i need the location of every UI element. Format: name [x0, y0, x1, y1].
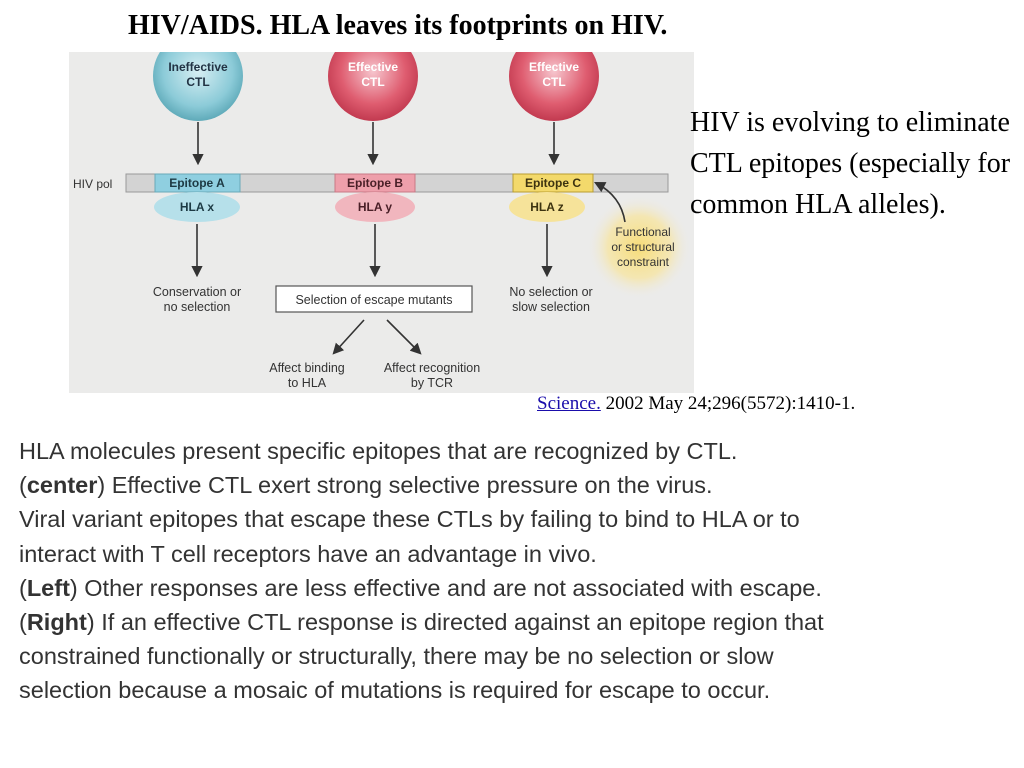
explanation-line-2 — [19, 468, 1019, 502]
hla-z-label: HLA z — [530, 200, 564, 214]
hla-y-label: HLA y — [357, 200, 393, 214]
paren-open: ( — [19, 609, 27, 636]
explanation-line-2-rest: ) Effective CTL exert strong selective pressure on the virus. — [97, 472, 713, 499]
epitope-b-label: Epitope B — [347, 176, 403, 190]
side-note: HIV is evolving to eliminate CTL epitopes (especially for common HLA alleles). — [690, 107, 1011, 220]
cell-center-label-2: CTL — [361, 75, 385, 89]
cell-center-label-1: Effective — [347, 60, 399, 74]
arrow-affect-recognition — [387, 320, 420, 353]
explanation-line-5 — [19, 571, 1019, 605]
explanation-line-1: HLA molecules present specific epitopes that are recognized by CTL. — [19, 438, 738, 464]
affect-recognition-label-2: by TCR — [410, 376, 454, 390]
arrow-affect-binding — [334, 320, 364, 353]
explanation-line-6 — [19, 605, 1019, 639]
constraint-label-2: or structural — [611, 240, 675, 254]
hla-x-label: HLA x — [179, 200, 215, 214]
paren-open: ( — [19, 472, 27, 499]
outcome-left-label-1: Conservation or — [152, 285, 242, 299]
keyword-right: Right — [26, 609, 87, 636]
explanation-text — [19, 434, 1019, 708]
cell-left-label-2: CTL — [186, 75, 210, 89]
citation-details: 2002 May 24;296(5572):1410-1. — [600, 393, 856, 414]
outcome-center-label: Selection of escape mutants — [295, 293, 453, 307]
epitope-c-label: Epitope C — [525, 176, 581, 190]
explanation-line-3: Viral variant epitopes that escape these CTLs by failing to bind to HLA or to — [19, 506, 800, 533]
explanation-line-5-rest: ) Other responses are less effective and are not associated with escape. — [69, 574, 822, 601]
outcome-left-label-2: no selection — [163, 300, 231, 314]
hla-ctl-selection-diagram — [69, 52, 694, 393]
affect-binding-label-1: Affect binding — [269, 361, 345, 375]
citation — [537, 393, 855, 415]
outcome-right-label-2: slow selection — [512, 300, 590, 314]
epitope-a-label: Epitope A — [169, 176, 225, 190]
cell-right-label-2: CTL — [542, 75, 566, 89]
constraint-label-3: constraint — [616, 255, 670, 269]
cell-left-label-1: Ineffective — [168, 60, 228, 74]
page-title: HIV/AIDS. HLA leaves its footprints on HIV. — [128, 10, 668, 41]
explanation-line-8: selection because a mosaic of mutations is required for escape to occur. — [19, 677, 771, 704]
outcome-right-label-1: No selection or — [509, 285, 593, 299]
explanation-line-6-rest: ) If an effective CTL response is directed against an epitope region that — [86, 609, 824, 636]
paren-open: ( — [19, 574, 27, 601]
explanation-line-4: interact with T cell receptors have an advantage in vivo. — [19, 540, 597, 567]
diagram-canvas — [69, 52, 694, 393]
constraint-label-1: Functional — [615, 225, 671, 239]
cell-right-label-1: Effective — [528, 60, 580, 74]
keyword-left: Left — [26, 574, 70, 601]
citation-journal-link[interactable]: Science. — [537, 393, 601, 414]
affect-binding-label-2: to HLA — [287, 376, 327, 390]
affect-recognition-label-1: Affect recognition — [383, 361, 481, 375]
explanation-line-7: constrained functionally or structurally, there may be no selection or slow — [19, 643, 774, 670]
keyword-center: center — [26, 472, 98, 499]
hiv-pol-label: HIV pol — [73, 177, 113, 191]
